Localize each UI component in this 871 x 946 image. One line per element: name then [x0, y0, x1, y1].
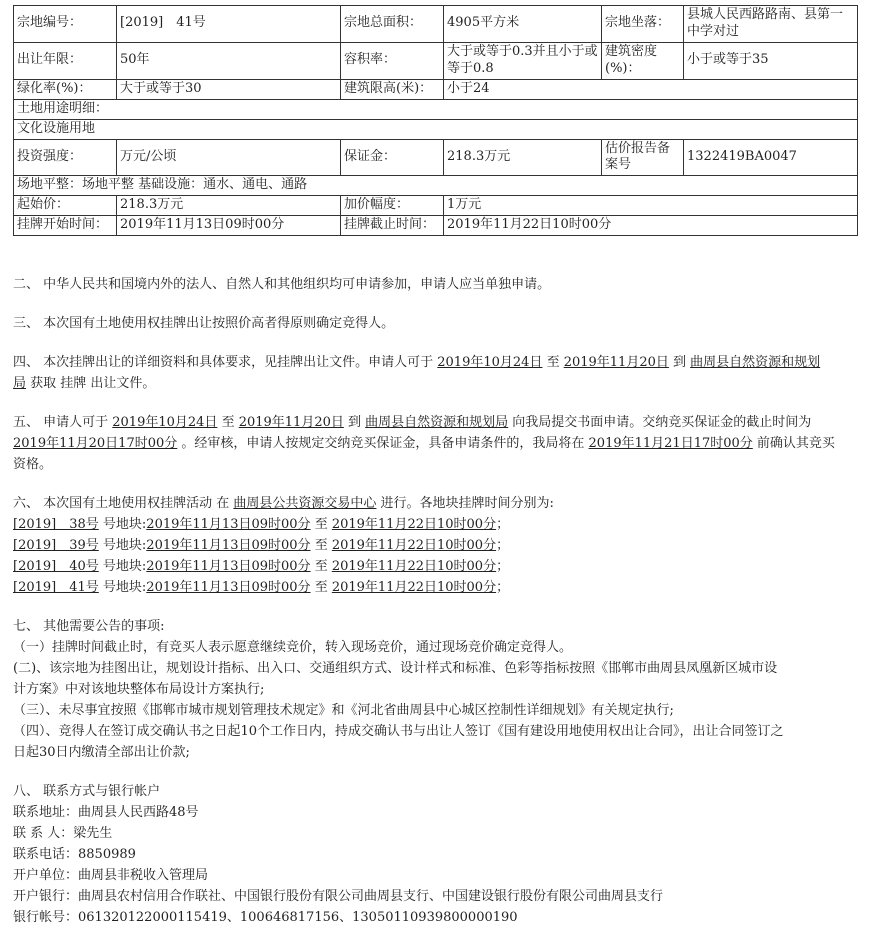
- section-4: [13, 352, 859, 394]
- text: 至: [310, 559, 332, 575]
- section-7-title: 七、 其他需要公告的事项:: [13, 619, 165, 635]
- account-holder: 开户单位：曲周县非税收入管理局: [13, 868, 209, 884]
- list-item: 日起30日内缴清全部出让价款;: [13, 745, 190, 761]
- value-far: 大于或等于0.3并且小于或等于0.8: [444, 42, 602, 79]
- table-row: [14, 42, 858, 79]
- label-term: 出让年限：: [14, 42, 117, 79]
- text: ；: [496, 559, 510, 575]
- value-appraisal-no: 1322419BA0047: [684, 139, 858, 176]
- value-green-rate: 大于或等于30: [117, 79, 341, 99]
- text: 四、 本次挂牌出让的详细资料和具体要求，见挂牌出让文件。申请人可于: [13, 355, 438, 371]
- label-total-area: 宗地总面积：: [341, 6, 444, 43]
- label-deposit: 保证金：: [341, 139, 444, 176]
- schedule-start-link[interactable]: 2019年11月13日09时00分: [146, 517, 311, 533]
- date-link[interactable]: 2019年10月24日: [437, 355, 543, 371]
- schedule-end-link[interactable]: 2019年11月22日10时00分: [331, 538, 497, 554]
- section-7: [13, 616, 859, 763]
- text: 号地块:: [98, 538, 147, 554]
- value-land-use: 文化设施用地: [14, 119, 858, 139]
- table-row: [14, 6, 858, 43]
- value-investment: 万元/公顷: [117, 139, 341, 176]
- label-listing-start: 挂牌开始时间：: [14, 216, 117, 236]
- org-link[interactable]: 曲周县自然资源和规划局: [365, 415, 509, 431]
- bank-names: 开户银行：曲周县农村信用合作联社、中国银行股份有限公司曲周县支行、中国建设银行股份有限公司曲周县支行: [13, 889, 664, 905]
- schedule-code-link[interactable]: [2019] 41号: [13, 580, 99, 596]
- table-row: [14, 176, 858, 196]
- label-far: 容积率：: [341, 42, 444, 79]
- org-link[interactable]: 曲周县公共资源交易中心: [233, 496, 377, 512]
- schedule-row: [13, 514, 859, 535]
- schedule-code-link[interactable]: [2019] 38号: [13, 517, 99, 533]
- text: 至: [310, 517, 332, 533]
- date-link[interactable]: 2019年11月21日17时00分: [588, 436, 753, 452]
- label-height-limit: 建筑限高(米)：: [341, 79, 444, 99]
- text: ；: [496, 538, 510, 554]
- text: 至: [310, 580, 332, 596]
- section-3: 三、 本次国有土地使用权挂牌出让按照价高者得原则确定竞得人。: [13, 316, 395, 332]
- schedule-end-link[interactable]: 2019年11月22日10时00分: [331, 580, 497, 596]
- schedule-start-link[interactable]: 2019年11月13日09时00分: [146, 580, 311, 596]
- label-appraisal-no: 估价报告备案号: [602, 139, 684, 176]
- label-green-rate: 绿化率(%)：: [14, 79, 117, 99]
- text: 进行。各地块挂牌时间分别为:: [376, 496, 554, 512]
- org-link[interactable]: 曲周县自然资源和规划: [690, 355, 821, 371]
- schedule-end-link[interactable]: 2019年11月22日10时00分: [331, 517, 497, 533]
- section-8: [13, 781, 859, 928]
- text: 到: [668, 355, 691, 371]
- deadline-link[interactable]: 2019年11月20日17时00分: [13, 436, 178, 452]
- list-item: (二)、该宗地为挂图出让，规划设计指标、出入口、交通组织方式、设计样式和标准、色彩等指标按照《邯郸市曲周县凤凰新区城市设: [13, 661, 778, 677]
- schedule-code-link[interactable]: [2019] 40号: [13, 559, 99, 575]
- text: 六、 本次国有土地使用权挂牌活动 在: [13, 496, 234, 512]
- schedule-start-link[interactable]: 2019年11月13日09时00分: [146, 559, 311, 575]
- org-link[interactable]: 局: [13, 376, 27, 392]
- schedule-row: [13, 577, 859, 598]
- schedule-list: [13, 514, 859, 598]
- text: 到: [343, 415, 366, 431]
- text: 前确认其竞买: [752, 436, 835, 452]
- schedule-row: [13, 535, 859, 556]
- text: 资格。: [13, 457, 53, 473]
- table-row: [14, 196, 858, 216]
- label-parcel-no: 宗地编号：: [14, 6, 117, 43]
- text: 至: [217, 415, 239, 431]
- table-row: [14, 216, 858, 236]
- bank-accounts: 银行帐号：061320122000115419、100646817156、13050110939800000190: [13, 910, 518, 926]
- list-item: （三）、未尽事宜按照《邯郸市城市规划管理技术规定》和《河北省曲周县中心城区控制性详细规划》有关规定执行;: [13, 703, 674, 719]
- value-deposit: 218.3万元: [444, 139, 602, 176]
- value-total-area: 4905平方米: [444, 6, 602, 43]
- value-increment: 1万元: [444, 196, 858, 216]
- text: 号地块:: [98, 580, 147, 596]
- land-info-table: [13, 5, 858, 236]
- text: ；: [496, 580, 510, 596]
- value-location: 县城人民西路路南、县第一中学对过: [684, 6, 858, 43]
- value-height-limit: 小于24: [444, 79, 858, 99]
- page: [13, 5, 859, 946]
- date-link[interactable]: 2019年11月20日: [563, 355, 669, 371]
- section-6: [13, 493, 859, 598]
- notice-body: [13, 274, 859, 928]
- table-row: [14, 79, 858, 99]
- label-listing-end: 挂牌截止时间：: [341, 216, 444, 236]
- table-row: [14, 139, 858, 176]
- value-start-price: 218.3万元: [117, 196, 341, 216]
- value-parcel-no: [2019] 41号: [117, 6, 341, 43]
- contact-person: 联 系 人：梁先生: [13, 826, 113, 842]
- schedule-code-link[interactable]: [2019] 39号: [13, 538, 99, 554]
- text: 号地块:: [98, 559, 147, 575]
- list-item: （四）、竞得人在签订成交确认书之日起10个工作日内，持成交确认书与出让人签订《国有建设用地使用权出让合同》，出让合同签订之: [13, 724, 784, 740]
- label-density: 建筑密度(%)：: [602, 42, 684, 79]
- schedule-row: [13, 556, 859, 577]
- label-location: 宗地坐落：: [602, 6, 684, 43]
- text: 获取 挂牌 出让文件。: [26, 376, 156, 392]
- text: 向我局提交书面申请。交纳竞买保证金的截止时间为: [508, 415, 812, 431]
- value-term: 50年: [117, 42, 341, 79]
- list-item: （一）挂牌时间截止时，有竞买人表示愿意继续竞价，转入现场竞价，通过现场竞价确定竞得人。: [13, 640, 573, 656]
- text: 五、 申请人可于: [13, 415, 113, 431]
- site-conditions: 场地平整：场地平整 基础设施：通水、通电、通路: [14, 176, 858, 196]
- date-link[interactable]: 2019年11月20日: [238, 415, 344, 431]
- label-start-price: 起始价：: [14, 196, 117, 216]
- schedule-end-link[interactable]: 2019年11月22日10时00分: [331, 559, 497, 575]
- label-land-use: 土地用途明细：: [14, 99, 858, 119]
- table-row: [14, 99, 858, 119]
- text: 至: [542, 355, 564, 371]
- schedule-start-link[interactable]: 2019年11月13日09时00分: [146, 538, 311, 554]
- contact-address: 联系地址：曲周县人民西路48号: [13, 805, 199, 821]
- table-row: [14, 119, 858, 139]
- section-2: 二、 中华人民共和国境内外的法人、自然人和其他组织均可申请参加，申请人应当单独申请。: [13, 277, 551, 293]
- text: 号地块:: [98, 517, 147, 533]
- section-5: [13, 412, 859, 475]
- value-listing-start: 2019年11月13日09时00分: [117, 216, 341, 236]
- value-listing-end: 2019年11月22日10时00分: [444, 216, 858, 236]
- text: 。经审核，申请人按规定交纳竞买保证金，具备申请条件的，我局将在: [177, 436, 589, 452]
- date-link[interactable]: 2019年10月24日: [112, 415, 218, 431]
- label-investment: 投资强度：: [14, 139, 117, 176]
- label-increment: 加价幅度：: [341, 196, 444, 216]
- text: ；: [496, 517, 510, 533]
- list-item: 计方案》中对该地块整体布局设计方案执行;: [13, 682, 265, 698]
- text: 至: [310, 538, 332, 554]
- section-8-title: 八、 联系方式与银行帐户: [13, 784, 161, 800]
- contact-phone: 联系电话：8850989: [13, 847, 136, 863]
- value-density: 小于或等于35: [684, 42, 858, 79]
